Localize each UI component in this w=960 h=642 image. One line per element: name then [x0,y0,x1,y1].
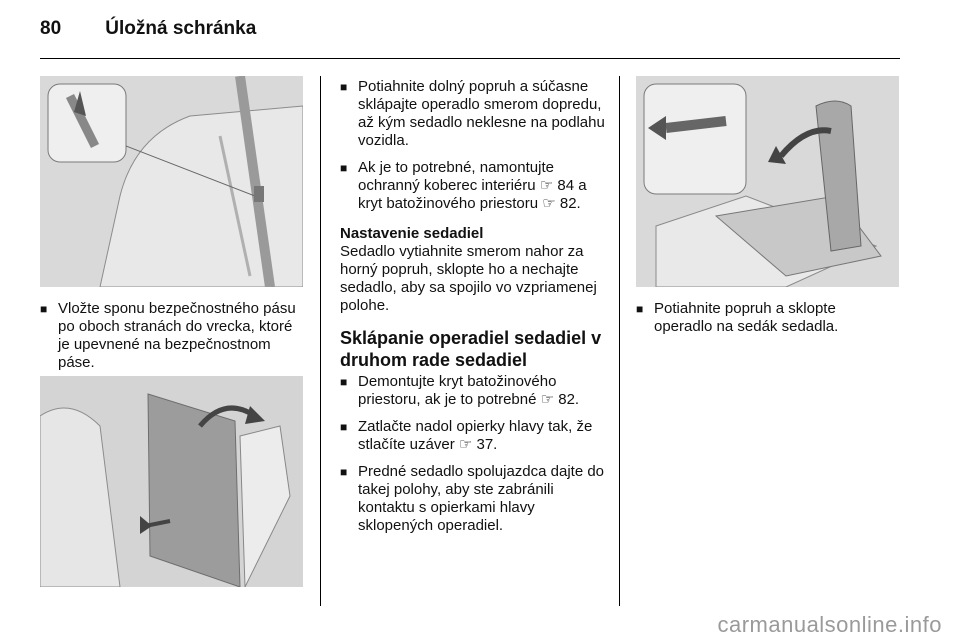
figure-second-row-seats [636,76,899,287]
instruction-bullet: ■ Vložte sponu bezpečnostného pásu po oboch stranách do vrecka, ktoré je upevnené na bezpečnostnom páse. [40,300,308,372]
section-heading: Sklápanie operadiel sedadiel v druhom rade sedadiel [340,328,602,370]
instruction-bullet: ■ Zatlačte nadol opierky hlavy tak, že stlačíte uzáver ☞ 37. [340,418,608,454]
instruction-bullet: ■ Demontujte kryt batožinového priestoru, ak je to potrebné ☞ 82. [340,373,608,409]
column-3-text [636,300,898,345]
column-2-text [340,78,608,544]
instruction-bullet: ■ Ak je to potrebné, namontujte ochranný koberec interiéru ☞ 84 a kryt batožinového priestoru ☞ 82. [340,159,608,213]
figure-cargo-seat [40,376,303,587]
page-header [40,18,256,40]
seat-adjustment-paragraph: Sedadlo vytiahnite smerom nahor za horný popruh, sklopte ho a nechajte sedadlo, aby sa spojilo vo vzpriamenej polohe. [340,243,597,314]
instruction-bullet: ■ Potiahnite popruh a sklopte operadlo na sedák sedadla. [636,300,898,336]
belt-pocket-illustration [40,76,303,287]
column-divider-right [619,76,620,606]
instruction-bullet: ■ Predné sedadlo spolujazdca dajte do takej polohy, aby ste zabránili kontaktu s opierkami hlavy sklopených operadiel. [340,463,608,535]
column-1-text [40,300,308,381]
second-row-seats-illustration [636,76,899,287]
page-number: 80 [40,18,62,39]
subheading-seat-adjustment: Nastavenie sedadiel [340,225,484,242]
cargo-seat-illustration [40,376,303,587]
figure-belt-pocket [40,76,303,287]
header-rule [40,58,900,59]
instruction-bullet: ■ Potiahnite dolný popruh a súčasne sklápajte operadlo smerom dopredu, až kým sedadlo neklesne na podlahu vozidla. [340,78,608,150]
watermark: carmanualsonline.info [717,612,942,637]
page-title: Úložná schránka [105,18,257,39]
column-divider-left [320,76,321,606]
